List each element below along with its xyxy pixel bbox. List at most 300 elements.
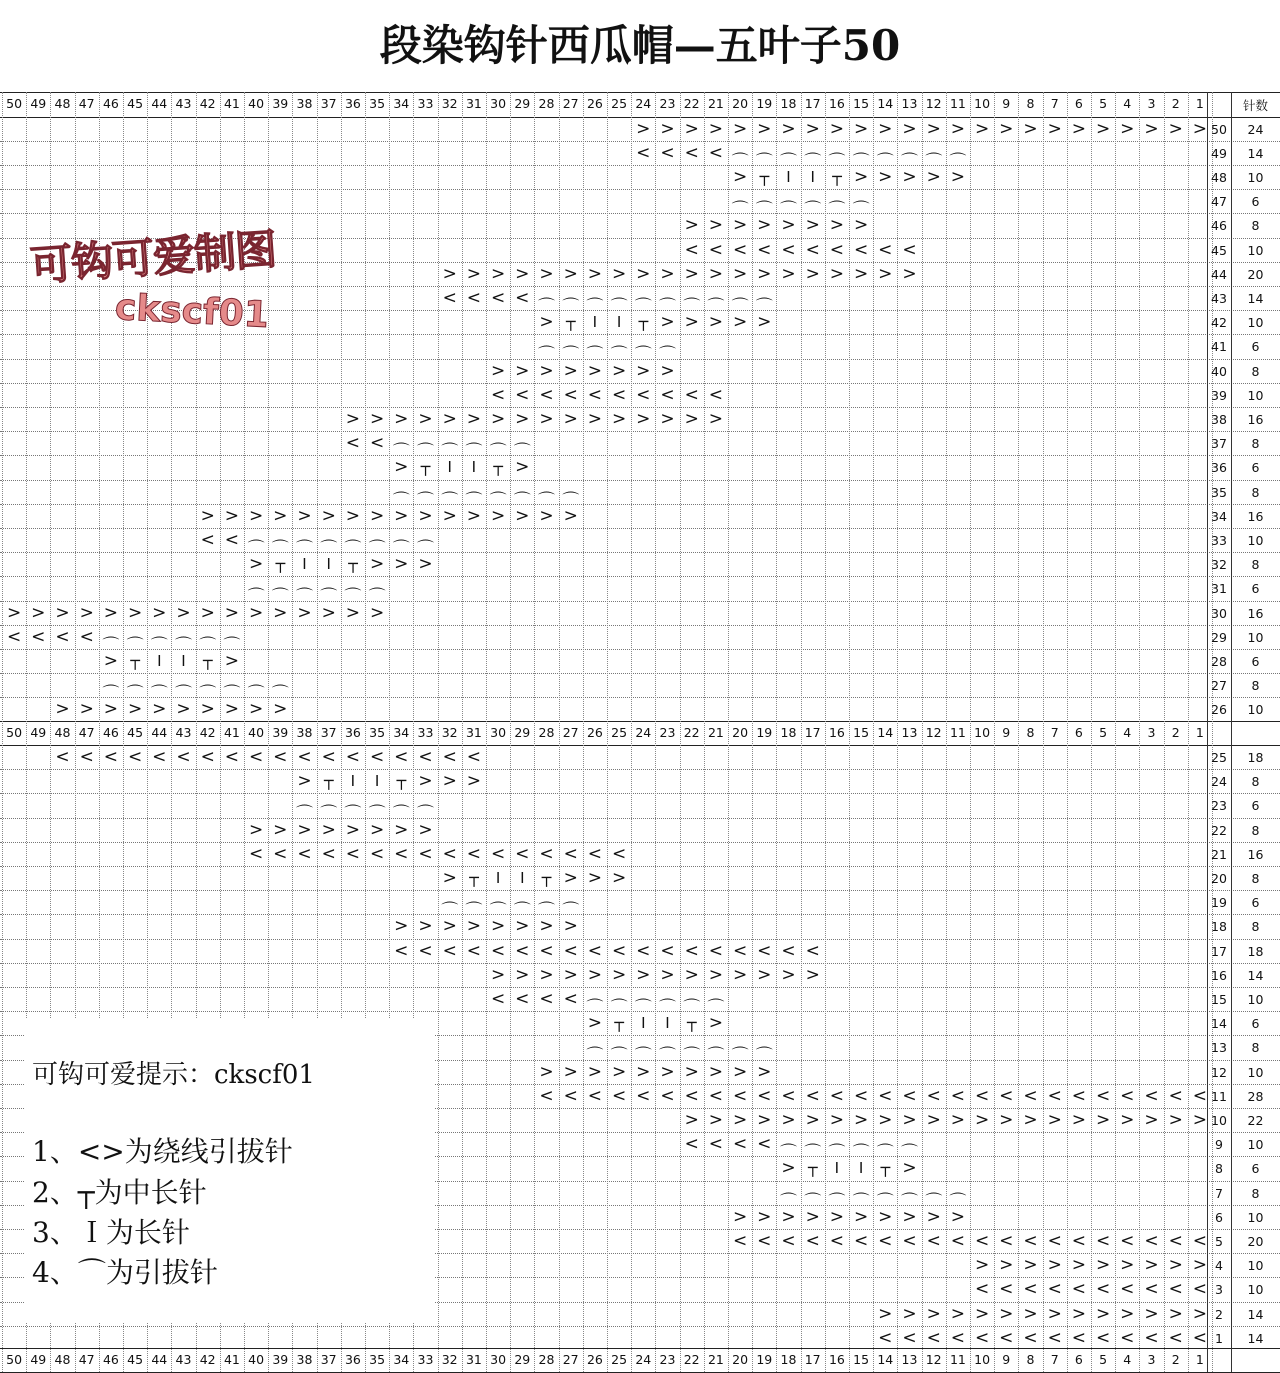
stitch-symbol: ⌒	[658, 296, 676, 317]
stitch-symbol: >	[490, 964, 506, 985]
column-number: 27	[562, 96, 579, 111]
column-number: 11	[949, 1352, 966, 1367]
stitch-symbol: ┬	[541, 868, 552, 887]
stitch-symbol: ⌒	[683, 296, 701, 317]
grid-line	[0, 455, 1280, 456]
stitch-symbol: <	[369, 843, 385, 864]
stitch-symbol: <	[490, 989, 506, 1009]
stitch-symbol: <	[1047, 1085, 1062, 1106]
column-number: 36	[344, 725, 361, 740]
stitch-symbol: >	[829, 215, 845, 236]
stitch-symbol: >	[490, 916, 506, 937]
stitch-symbol: <	[611, 384, 627, 405]
stitch-count: 6	[1251, 194, 1260, 210]
column-number: 39	[272, 725, 289, 740]
stitch-symbol: ┬	[686, 1013, 697, 1033]
stitch-symbol: ⌒	[489, 490, 507, 511]
stitch-symbol: >	[853, 215, 869, 236]
stitch-symbol: I	[834, 1159, 840, 1178]
stitch-symbol: <	[708, 384, 724, 405]
column-number: 46	[102, 1352, 119, 1367]
grid-line	[0, 987, 1280, 988]
stitch-symbol: <	[829, 1231, 845, 1251]
stitch-symbol: >	[805, 215, 820, 236]
column-number: 42	[199, 1352, 216, 1367]
stitch-symbol: <	[345, 747, 361, 767]
stitch-symbol: ⌒	[271, 538, 289, 559]
stitch-symbol: >	[394, 505, 409, 526]
stitch-symbol: >	[539, 1061, 554, 1082]
stitch-symbol: >	[539, 505, 554, 526]
stitch-symbol: >	[394, 554, 409, 575]
stitch-symbol: ⌒	[731, 296, 749, 317]
stitch-count: 14	[1247, 967, 1264, 983]
stitch-symbol: ┬	[348, 554, 358, 574]
page-title: 段染钩针西瓜帽—五叶子50	[379, 21, 901, 70]
stitch-symbol: >	[1120, 1255, 1135, 1276]
stitch-symbol: >	[394, 408, 409, 429]
column-number: 22	[683, 1352, 700, 1367]
column-number: 10	[974, 1352, 991, 1367]
row-number: 30	[1211, 605, 1227, 621]
stitch-symbol: >	[926, 1206, 941, 1227]
stitch-symbol: <	[1144, 1085, 1159, 1106]
stitch-symbol: >	[1071, 118, 1087, 139]
stitch-symbol: <	[1168, 1085, 1183, 1106]
stitch-symbol: <	[127, 747, 143, 767]
stitch-symbol: <	[418, 940, 433, 961]
column-number: 45	[127, 96, 144, 111]
stitch-symbol: >	[466, 263, 482, 284]
stitch-symbol: >	[539, 360, 554, 381]
stitch-symbol: <	[587, 843, 603, 864]
row-number: 1	[1215, 1330, 1223, 1346]
column-number: 37	[320, 96, 337, 111]
row-number: 46	[1211, 218, 1227, 234]
stitch-symbol: I	[858, 1159, 864, 1178]
stitch-symbol: <	[1023, 1279, 1038, 1300]
stitch-symbol: <	[902, 239, 917, 260]
stitch-symbol: ⌒	[900, 1143, 918, 1164]
column-number: 28	[538, 1352, 555, 1367]
column-number: 14	[877, 96, 894, 111]
column-number: 34	[393, 96, 410, 111]
grid-line	[0, 866, 1280, 867]
stitch-symbol: ⌒	[779, 151, 797, 172]
stitch-symbol: >	[660, 408, 675, 429]
stitch-symbol: >	[79, 699, 94, 720]
stitch-symbol: >	[297, 819, 312, 840]
stitch-symbol: ⌒	[489, 442, 507, 463]
column-number: 50	[6, 1352, 23, 1367]
stitch-symbol: >	[490, 263, 506, 284]
column-number: 10	[974, 96, 991, 111]
stitch-symbol: ⌒	[755, 200, 773, 221]
column-number: 7	[1050, 1352, 1059, 1367]
stitch-symbol: >	[515, 457, 530, 478]
stitch-symbol: >	[926, 1303, 941, 1324]
stitch-count: 8	[1251, 484, 1260, 500]
column-number: 47	[78, 96, 95, 111]
stitch-symbol: <	[1120, 1279, 1135, 1300]
stitch-symbol: ⌒	[320, 804, 338, 825]
stitch-symbol: >	[418, 819, 433, 840]
stitch-symbol: >	[273, 699, 288, 720]
stitch-symbol: >	[684, 312, 699, 333]
column-number: 36	[344, 1352, 361, 1367]
column-number: 35	[369, 1352, 386, 1367]
stitch-symbol: >	[1047, 1255, 1062, 1276]
column-number: 45	[127, 1352, 144, 1367]
column-number: 45	[127, 725, 144, 740]
stitch-symbol: I	[665, 1014, 670, 1033]
stitch-symbol: >	[611, 360, 627, 381]
stitch-symbol: <	[1071, 1327, 1087, 1348]
stitch-symbol: >	[853, 118, 869, 139]
column-number: 34	[393, 725, 410, 740]
stitch-symbol: ⌒	[707, 998, 725, 1018]
stitch-symbol: <	[805, 940, 820, 961]
stitch-symbol: >	[321, 819, 336, 840]
stitch-symbol: <	[732, 1085, 748, 1106]
stitch-symbol: <	[466, 287, 482, 308]
stitch-symbol: ⌒	[441, 490, 459, 511]
stitch-symbol: >	[878, 1110, 893, 1130]
stitch-count: 6	[1251, 895, 1260, 911]
column-number: 23	[659, 96, 676, 111]
column-number: 24	[635, 1352, 652, 1367]
stitch-symbol: >	[394, 457, 409, 478]
column-number: 17	[804, 725, 821, 740]
grid-line	[0, 793, 1280, 794]
stitch-symbol: >	[515, 964, 530, 985]
stitch-symbol: >	[442, 505, 457, 526]
column-number: 9	[1002, 96, 1011, 111]
stitch-symbol: >	[999, 1255, 1014, 1276]
stitch-symbol: >	[708, 215, 724, 236]
stitch-count: 14	[1247, 290, 1264, 306]
stitch-symbol: >	[1144, 1255, 1159, 1276]
stitch-symbol: <	[878, 239, 893, 260]
stitch-symbol: <	[781, 940, 796, 961]
stitch-symbol: >	[1023, 1303, 1038, 1324]
grid-line	[0, 504, 1280, 505]
stitch-symbol: <	[1047, 1327, 1062, 1348]
stitch-symbol: I	[495, 869, 501, 887]
column-number: 14	[877, 1352, 894, 1367]
column-number: 6	[1074, 725, 1083, 740]
column-number: 27	[562, 1352, 579, 1367]
stitch-symbol: <	[1120, 1327, 1135, 1348]
stitch-symbol: >	[781, 1110, 796, 1130]
stitch-symbol: >	[224, 650, 240, 671]
stitch-symbol: >	[611, 408, 627, 429]
stitch-symbol: >	[369, 408, 385, 429]
legend-item: 1、<>为绕线引拔针	[32, 1135, 293, 1168]
stitch-symbol: <	[660, 1085, 675, 1106]
stitch-symbol: <	[660, 384, 675, 405]
stitch-symbol: >	[708, 118, 724, 139]
stitch-symbol: >	[829, 1110, 845, 1130]
stitch-symbol: <	[684, 239, 699, 260]
stitch-symbol: >	[805, 1206, 820, 1227]
stitch-count: 28	[1247, 1088, 1264, 1104]
stitch-symbol: ⌒	[223, 684, 241, 705]
stitch-symbol: >	[974, 1303, 990, 1324]
column-number: 15	[853, 725, 870, 740]
column-number: 32	[441, 96, 458, 111]
stitch-symbol: >	[926, 1110, 941, 1130]
grid-line	[0, 528, 1280, 529]
stitch-symbol: ⌒	[416, 804, 434, 825]
stitch-symbol: >	[1023, 1255, 1038, 1276]
stitch-symbol: >	[297, 602, 312, 623]
column-number: 3	[1147, 1352, 1156, 1367]
column-number: 48	[54, 96, 71, 111]
stitch-symbol: >	[636, 1061, 651, 1082]
grid-line	[0, 213, 1280, 214]
column-number: 44	[151, 725, 168, 740]
stitch-count: 18	[1247, 943, 1264, 959]
stitch-symbol: >	[878, 166, 893, 187]
stitch-symbol: ⌒	[295, 538, 313, 559]
stitch-symbol: >	[781, 1158, 796, 1179]
stitch-symbol: >	[1095, 1303, 1111, 1324]
stitch-symbol: ⌒	[416, 538, 434, 559]
stitch-symbol: <	[999, 1327, 1014, 1348]
row-number: 40	[1211, 363, 1227, 379]
stitch-symbol: >	[103, 602, 119, 623]
row-number: 8	[1215, 1161, 1223, 1177]
column-number: 20	[732, 725, 749, 740]
column-number: 40	[248, 96, 265, 111]
stitch-symbol: >	[829, 263, 845, 284]
stitch-symbol: >	[636, 408, 651, 429]
column-number: 28	[538, 96, 555, 111]
stitch-symbol: ⌒	[707, 1046, 725, 1067]
stitch-symbol: ⌒	[804, 1143, 822, 1164]
stitch-symbol: ⌒	[779, 1191, 797, 1212]
stitch-count: 20	[1247, 1234, 1264, 1249]
stitch-symbol: <	[732, 239, 748, 260]
stitch-symbol: <	[999, 1279, 1014, 1300]
stitch-symbol: >	[757, 312, 772, 333]
column-number: 39	[272, 96, 289, 111]
stitch-symbol: >	[950, 118, 966, 139]
stitch-symbol: <	[224, 529, 240, 550]
stitch-symbol: <	[684, 384, 699, 405]
stitch-symbol: >	[636, 118, 651, 139]
author-watermark	[30, 225, 390, 355]
stitch-symbol: >	[974, 118, 990, 139]
stitch-symbol: >	[878, 1303, 893, 1324]
stitch-symbol: >	[79, 602, 94, 623]
stitch-symbol: >	[781, 118, 796, 139]
stitch-symbol: I	[616, 313, 622, 332]
stitch-symbol: <	[539, 940, 554, 961]
stitch-symbol: ⌒	[247, 538, 265, 559]
stitch-symbol: <	[781, 1231, 796, 1251]
stitch-symbol: >	[248, 554, 264, 575]
stitch-symbol: ⌒	[368, 804, 386, 825]
stitch-count: 24	[1247, 121, 1264, 137]
stitch-symbol: I	[157, 651, 162, 670]
column-number: 38	[296, 1352, 313, 1367]
stitch-symbol: ⌒	[150, 684, 168, 705]
stitch-symbol: >	[829, 118, 845, 139]
stitch-symbol: <	[394, 940, 409, 961]
stitch-symbol: I	[592, 313, 598, 332]
stitch-symbol: <	[950, 1231, 966, 1251]
stitch-symbol: >	[999, 118, 1014, 139]
column-number: 30	[490, 96, 507, 111]
row-number: 38	[1211, 411, 1227, 427]
column-number: 8	[1026, 1352, 1035, 1367]
stitch-symbol: <	[563, 940, 578, 961]
stitch-symbol: ⌒	[537, 901, 555, 922]
stitch-symbol: >	[587, 263, 603, 284]
stitch-count: 8	[1251, 678, 1260, 694]
column-number: 4	[1123, 725, 1132, 740]
stitch-symbol: <	[732, 1231, 748, 1251]
column-number: 24	[635, 96, 652, 111]
stitch-symbol: >	[442, 408, 457, 429]
stitch-symbol: >	[684, 263, 699, 284]
stitch-symbol: ⌒	[876, 1191, 894, 1212]
row-number: 24	[1211, 774, 1227, 790]
stitch-symbol: ⌒	[610, 345, 628, 366]
column-number: 29	[514, 725, 531, 740]
row-number: 21	[1211, 846, 1227, 862]
column-number: 39	[272, 1352, 289, 1367]
stitch-count: 10	[1247, 629, 1264, 645]
stitch-symbol: >	[297, 505, 312, 526]
stitch-symbol: >	[1192, 1303, 1208, 1324]
stitch-symbol: <	[587, 1085, 603, 1106]
stitch-symbol: ┬	[614, 1013, 624, 1033]
stitch-symbol: <	[394, 843, 409, 864]
stitch-symbol: ⌒	[271, 684, 289, 705]
stitch-symbol: >	[394, 916, 409, 937]
stitch-symbol: >	[418, 771, 433, 792]
stitch-symbol: <	[684, 1134, 699, 1155]
stitch-symbol: >	[950, 166, 966, 187]
stitch-symbol: >	[418, 916, 433, 937]
stitch-symbol: <	[974, 1085, 990, 1106]
stitch-symbol: <	[926, 1327, 941, 1348]
stitch-count: 10	[1247, 315, 1264, 331]
stitch-symbol: <	[684, 142, 699, 163]
column-number: 11	[949, 96, 966, 111]
stitch-symbol: ⌒	[102, 635, 120, 656]
stitch-symbol: >	[708, 1110, 724, 1130]
stitch-symbol: >	[660, 964, 675, 985]
stitch-count: 18	[1247, 750, 1264, 765]
column-number: 13	[901, 1352, 918, 1367]
stitch-symbol: >	[563, 263, 578, 284]
stitch-symbol: >	[950, 1206, 966, 1227]
stitch-symbol: ⌒	[295, 587, 313, 608]
column-number: 4	[1123, 96, 1132, 111]
row-number: 39	[1211, 387, 1227, 403]
column-number: 44	[151, 96, 168, 111]
stitch-count: 16	[1247, 508, 1264, 524]
stitch-symbol: ⌒	[804, 200, 822, 221]
stitch-count: 6	[1251, 1161, 1260, 1177]
row-number: 13	[1211, 1040, 1227, 1056]
stitch-count: 10	[1247, 702, 1264, 718]
stitch-symbol: >	[708, 408, 724, 429]
grid-line	[0, 818, 1280, 819]
column-number: 12	[925, 725, 942, 740]
grid-section-line	[1231, 92, 1232, 1372]
stitch-symbol: ⌒	[949, 151, 967, 172]
stitch-symbol: <	[1192, 1327, 1208, 1348]
stitch-symbol: <	[902, 1327, 917, 1348]
stitch-symbol: >	[757, 1061, 772, 1082]
stitch-symbol: <	[974, 1279, 990, 1300]
column-number: 21	[707, 725, 724, 740]
row-number: 35	[1211, 484, 1227, 500]
legend-item: 4、⌒为引拔针	[32, 1256, 218, 1289]
stitch-symbol: <	[732, 1134, 748, 1155]
stitch-symbol: >	[1120, 1303, 1135, 1324]
stitch-symbol: ┬	[807, 1158, 818, 1178]
stitch-symbol: <	[79, 626, 94, 647]
stitch-symbol: ⌒	[247, 684, 265, 705]
column-number: 2	[1171, 1352, 1180, 1367]
stitch-symbol: I	[447, 458, 452, 477]
stitch-symbol: >	[732, 263, 748, 284]
stitch-symbol: >	[732, 1206, 748, 1227]
stitch-symbol: ⌒	[658, 345, 676, 366]
column-number: 33	[417, 1352, 434, 1367]
stitch-symbol: >	[684, 1110, 699, 1130]
stitch-symbol: ⌒	[634, 296, 652, 317]
stitch-symbol: ⌒	[247, 587, 265, 608]
stitch-symbol: >	[611, 1061, 627, 1082]
stitch-symbol: ⌒	[828, 151, 846, 172]
stitch-count: 8	[1251, 1185, 1260, 1201]
stitch-symbol: <	[297, 843, 312, 864]
stitch-symbol: >	[515, 505, 530, 526]
stitch-symbol: <	[442, 940, 457, 961]
stitch-symbol: <	[1023, 1231, 1038, 1251]
stitch-count: 6	[1251, 798, 1260, 814]
stitch-symbol: <	[539, 989, 554, 1009]
column-number: 34	[393, 1352, 410, 1367]
grid-line	[0, 625, 1280, 626]
stitch-symbol: <	[55, 626, 70, 647]
stitch-symbol: >	[563, 964, 578, 985]
column-number: 30	[490, 1352, 507, 1367]
stitch-symbol: <	[539, 384, 554, 405]
row-number: 26	[1211, 702, 1227, 718]
stitch-symbol: I	[302, 555, 307, 574]
stitch-symbol: ┬	[565, 312, 576, 332]
stitch-symbol: >	[636, 263, 651, 284]
stitch-symbol: ⌒	[320, 538, 338, 559]
stitch-symbol: >	[732, 166, 748, 187]
stitch-symbol: <	[224, 747, 240, 767]
stitch-symbol: ⌒	[852, 200, 870, 221]
column-number: 18	[780, 725, 797, 740]
stitch-symbol: I	[471, 458, 477, 477]
stitch-symbol: >	[1047, 1303, 1062, 1324]
stitch-symbol: <	[345, 843, 361, 864]
stitch-count: 10	[1247, 1064, 1264, 1080]
stitch-symbol: ⌒	[537, 345, 555, 366]
